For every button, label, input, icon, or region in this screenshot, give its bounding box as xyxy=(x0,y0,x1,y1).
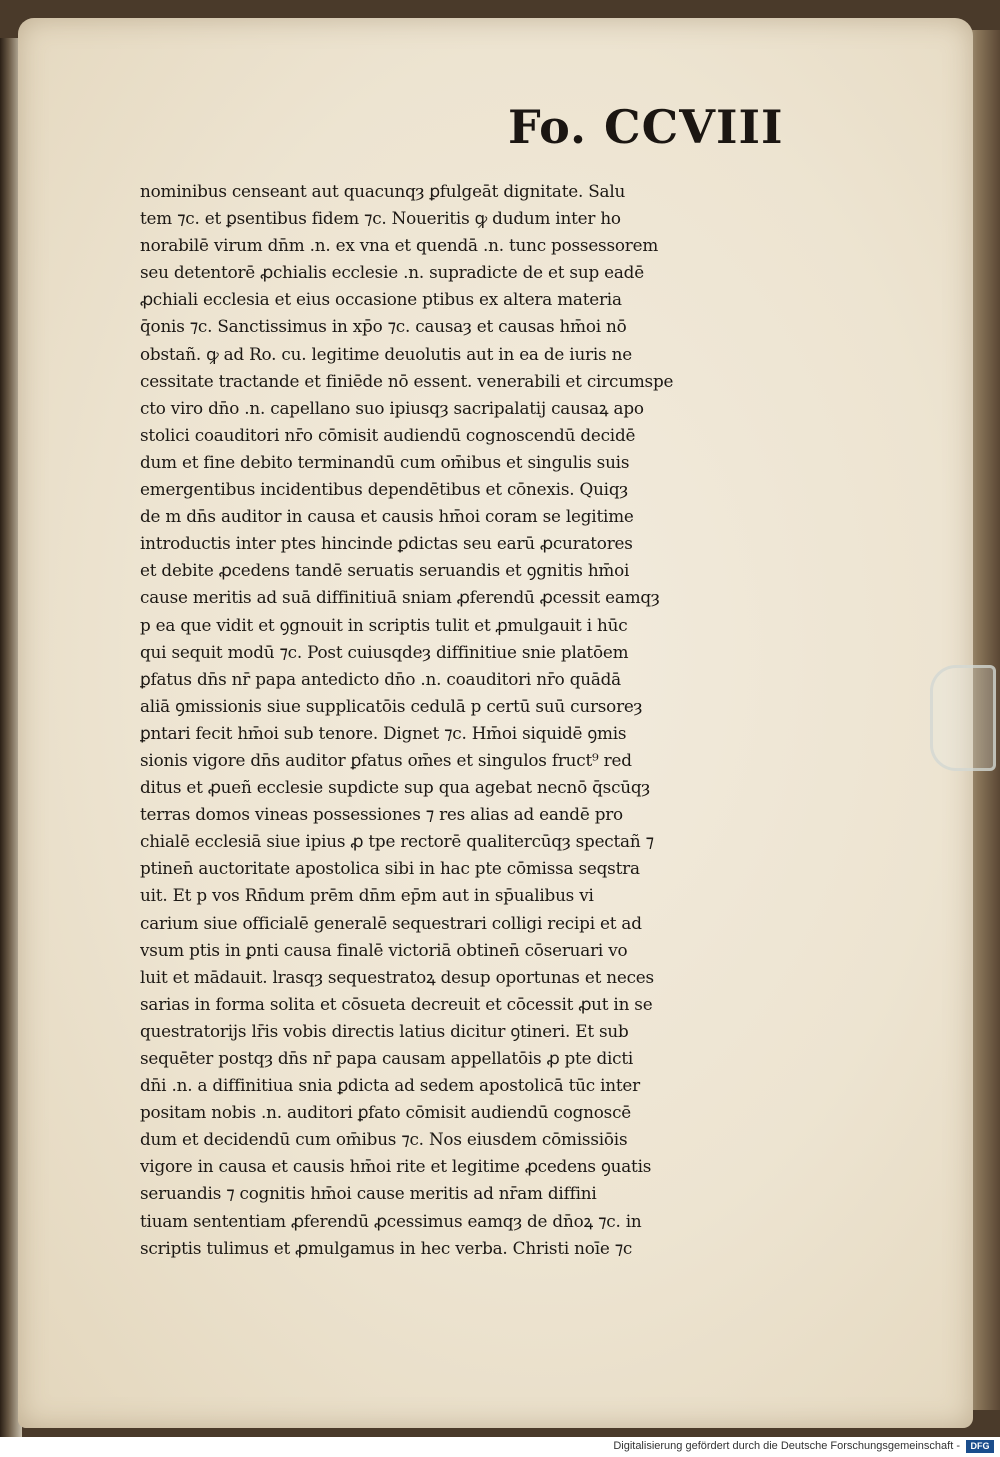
footer-bar xyxy=(0,1437,1000,1457)
text-line: seu detentorē ꝓchialis ecclesie .n. supradicte de et sup eadē xyxy=(140,262,644,283)
text-line: vsum ptis in ꝑnti causa finalē victoriā obtinen̄ cōseruari vo xyxy=(140,939,628,960)
page-clip xyxy=(930,665,996,771)
book-page xyxy=(18,18,973,1428)
text-line: et debite ꝓcedens tandē seruatis seruandis et ꝯgnitis hm̄oi xyxy=(140,560,630,581)
text-line: carium siue officialē generalē sequestrari colligi recipi et ad xyxy=(140,912,642,933)
funding-credit: Digitalisierung gefördert durch die Deutsche Forschungsgemeinschaft - xyxy=(613,1440,960,1452)
text-line: ꝑntari fecit hm̄oi sub tenore. Dignet ⁊c. Hm̄oi siquidē ꝯmis xyxy=(140,722,627,743)
text-block xyxy=(140,178,760,1262)
text-line: stolici coauditori nr̄o cōmisit audiendū cognoscendū decidē xyxy=(140,424,636,445)
text-line: terras domos vineas possessiones ⁊ res alias ad eandē pro xyxy=(140,804,623,825)
text-line: questratorijs lr̄is vobis directis latius dicitur ꝯtineri. Et sub xyxy=(140,1020,629,1041)
text-line: vigore in causa et causis hm̄oi rite et legitime ꝓcedens ꝯuatis xyxy=(140,1156,652,1177)
text-line: ptinen̄ auctoritate apostolica sibi in hac pte cōmissa seqstra xyxy=(140,858,640,879)
text-line: obstañ. ꝙ ad Ro. cu. legitime deuolutis aut in ea de iuris ne xyxy=(140,343,632,364)
text-line: uit. Et p vos Rn̄dum prēm dn̄m ep̄m aut in sp̄ualibus vi xyxy=(140,885,594,906)
text-line: dum et fine debito terminandū cum om̄ibus et singulis suis xyxy=(140,451,630,472)
text-line: norabilē virum dn̄m .n. ex vna et quendā .n. tunc possessorem xyxy=(140,235,659,256)
text-line: tiuam sententiam ꝓferendū ꝓcessimus eamqȝ de dn̄oꝝ ⁊c. in xyxy=(140,1210,642,1231)
text-line: ꝓchiali ecclesia et eius occasione ptibus ex altera materia xyxy=(140,289,622,310)
text-line: sionis vigore dn̄s auditor ꝑfatus om̄es et singulos fruct⁹ red xyxy=(140,749,632,770)
text-line: qui sequit modū ⁊c. Post cuiusqdeȝ diffinitiue snie platōem xyxy=(140,641,629,662)
text-line: q̄onis ⁊c. Sanctissimus in xp̄o ⁊c. causaȝ et causas hm̄oi nō xyxy=(140,316,627,337)
text-line: sequēter postqȝ dn̄s nr̄ papa causam appellatōis ꝓ pte dicti xyxy=(140,1048,634,1068)
text-line: cto viro dn̄o .n. capellano suo ipiusqȝ sacripalatij causaꝝ apo xyxy=(140,397,644,418)
text-line: p ea que vidit et ꝯgnouit in scriptis tulit et ꝓmulgauit i hūc xyxy=(140,614,628,635)
text-line: chialē ecclesiā siue ipius ꝓ tpe rectorē qualitercūqȝ spectañ ⁊ xyxy=(140,831,654,852)
text-line: introductis inter ptes hincinde ꝑdictas seu earū ꝓcuratores xyxy=(140,533,633,554)
text-line: ꝑfatus dn̄s nr̄ papa antedicto dn̄o .n. coauditori nr̄o quādā xyxy=(140,668,621,689)
dfg-logo: DFG xyxy=(966,1440,994,1453)
text-line: sarias in forma solita et cōsueta decreuit et cōcessit ꝓut in se xyxy=(140,993,653,1014)
folio-number: Fo. CCVIII xyxy=(508,100,784,154)
text-line: cessitate tractande et finiēde nō essent. venerabili et circumspe xyxy=(140,370,674,391)
text-line: emergentibus incidentibus dependētibus et cōnexis. Quiqȝ xyxy=(140,479,628,500)
text-line: de m dn̄s auditor in causa et causis hm̄oi coram se legitime xyxy=(140,506,634,527)
text-line: scriptis tulimus et ꝓmulgamus in hec verba. Christi noīe ⁊c xyxy=(140,1237,633,1258)
text-line: luit et mādauit. lrasqȝ sequestratoꝝ desup oportunas et neces xyxy=(140,966,654,987)
text-line: ditus et ꝓueñ ecclesie supdicte sup qua agebat necnō q̄scūqȝ xyxy=(140,777,650,798)
text-line: positam nobis .n. auditori ꝑfato cōmisit audiendū cognoscē xyxy=(140,1102,632,1123)
text-line: dn̄i .n. a diffinitiua snia ꝑdicta ad sedem apostolicā tūc inter xyxy=(140,1075,640,1096)
text-line: cause meritis ad suā diffinitiuā sniam ꝓferendū ꝓcessit eamqȝ xyxy=(140,587,660,608)
text-line: tem ⁊c. et ꝑsentibus fidem ⁊c. Noueritis ꝙ dudum inter ho xyxy=(140,208,621,229)
text-line: dum et decidendū cum om̄ibus ⁊c. Nos eiusdem cōmissiōis xyxy=(140,1129,628,1150)
text-line: nominibus censeant aut quacunqȝ ꝑfulgeāt dignitate. Salu xyxy=(140,181,626,201)
text-line: seruandis ⁊ cognitis hm̄oi cause meritis ad nr̄am diffini xyxy=(140,1183,597,1204)
text-line: aliā ꝯmissionis siue supplicatōis cedulā p certū suū cursoreȝ xyxy=(140,695,643,716)
